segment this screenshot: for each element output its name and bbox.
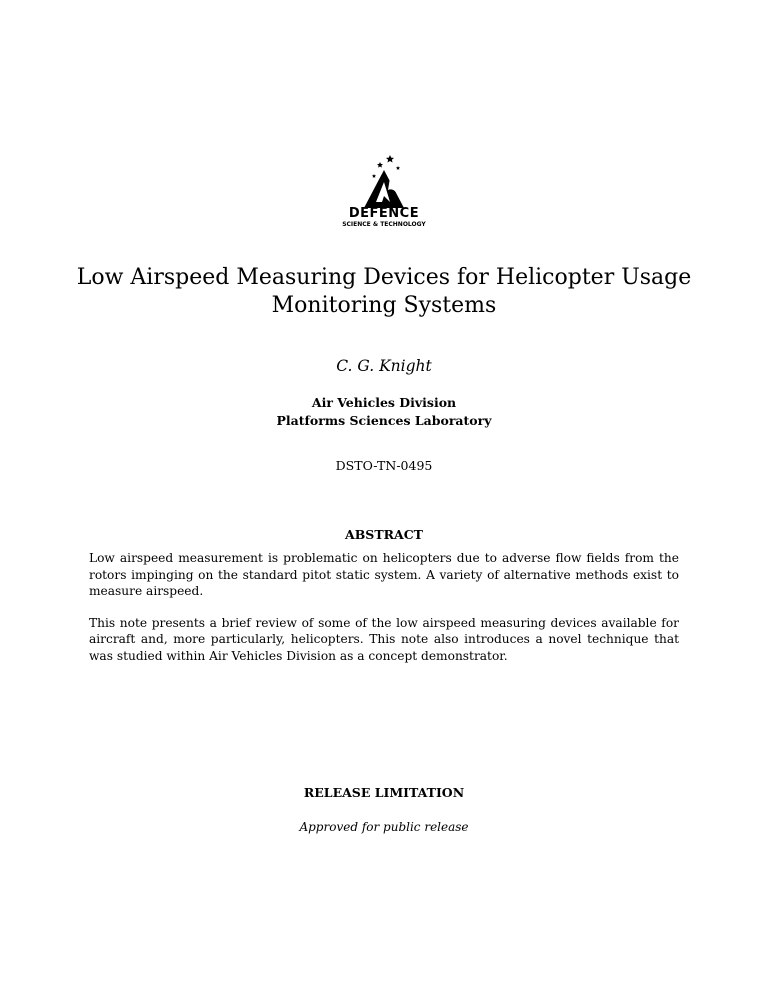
document-title: Low Airspeed Measuring Devices for Helicopter Usage Monitoring Systems [76, 265, 692, 318]
division-name: Air Vehicles Division [311, 395, 457, 410]
release-limitation-heading: RELEASE LIMITATION [303, 785, 465, 800]
abstract-paragraph: This note presents a brief review of some of the low airspeed measuring devices available for aircraft and, more particularly, helicopters. This note also introduces a novel technique that was studied within Air Vehicles Division as a concept demonstrator. [89, 615, 679, 663]
abstract-body [89, 550, 679, 680]
division-block [0, 394, 768, 430]
logo-subword: SCIENCE & TECHNOLOGY [342, 221, 426, 228]
abstract-paragraph: Low airspeed measurement is problematic on helicopters due to adverse flow fields from the rotors impinging on the standard pitot static system. A variety of alternative methods exist to measure airspeed. [89, 551, 679, 599]
logo-word: DEFENCE [348, 206, 420, 221]
defence-logo [334, 152, 434, 232]
report-number: DSTO-TN-0495 [335, 458, 433, 473]
author: C. G. Knight [336, 357, 432, 375]
laboratory-name: Platforms Sciences Laboratory [276, 413, 492, 428]
release-limitation-text: Approved for public release [299, 820, 469, 834]
abstract-heading: ABSTRACT [345, 527, 423, 542]
